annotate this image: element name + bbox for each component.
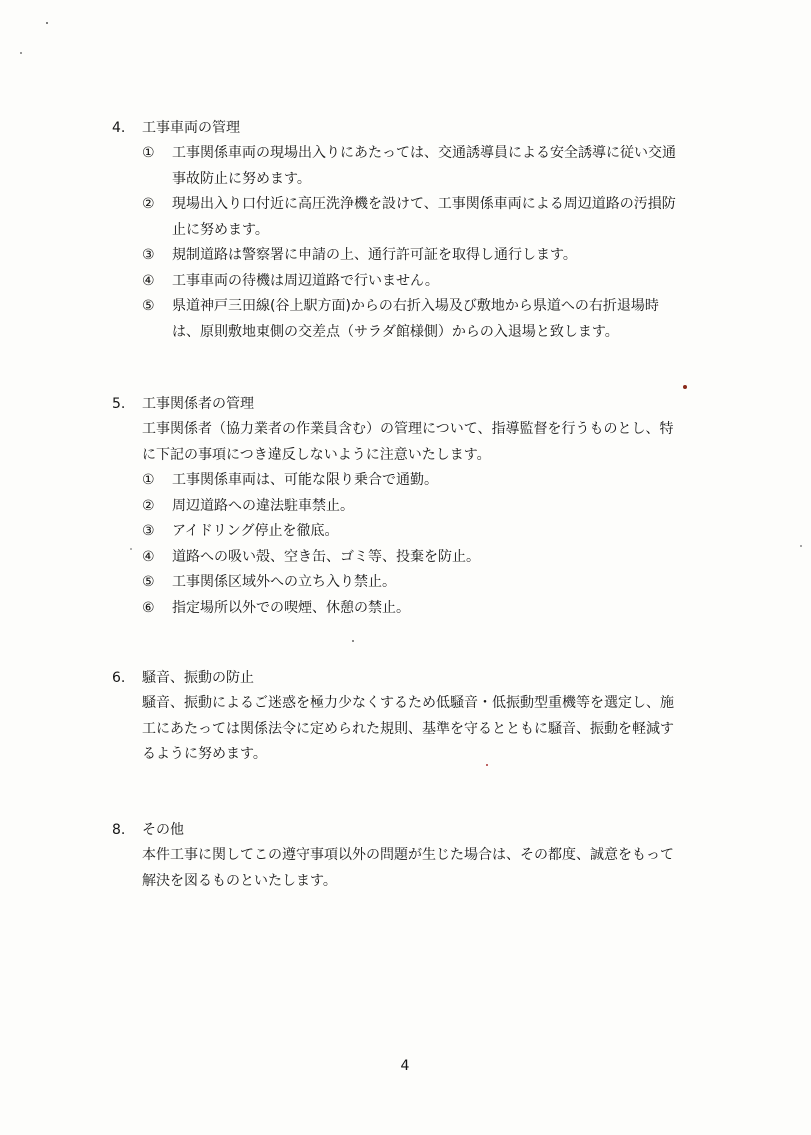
section-heading <box>112 666 682 690</box>
item-mark: ⑥ <box>142 599 155 616</box>
list-item <box>142 294 682 345</box>
list-item <box>142 468 682 494</box>
section-title: 工事関係者の管理 <box>142 396 254 412</box>
section-number: 5. <box>112 396 126 412</box>
item-mark: ③ <box>142 523 155 539</box>
item-mark: ④ <box>142 272 155 289</box>
section-intro: 騒音、振動によるご迷惑を極力少なくするため低騒音・低振動型重機等を選定し、施工にあたっては関係法令に定められた規則、基準を守るとともに騒音、振動を軽減するように努めます。 <box>142 695 674 762</box>
section-title: 工事車両の管理 <box>142 120 240 136</box>
item-mark: ③ <box>142 247 155 263</box>
page-number: 4 <box>400 1058 410 1074</box>
section-intro: 本件工事に関してこの遵守事項以外の問題が生じた場合は、その都度、誠意をもって解決を図るものといたします。 <box>142 847 674 889</box>
section-title: 騒音、振動の防止 <box>142 670 254 686</box>
item-mark: ① <box>142 145 155 161</box>
item-text: 指定場所以外での喫煙、休憩の禁止。 <box>172 599 410 616</box>
section-number: 4. <box>112 120 126 136</box>
list-item <box>142 494 682 520</box>
item-mark: ② <box>142 497 155 514</box>
item-mark: ④ <box>142 548 155 565</box>
item-mark: ⑤ <box>142 298 155 314</box>
list-item <box>142 192 682 243</box>
section-number: 6. <box>112 670 126 686</box>
item-text: 工事関係区域外への立ち入り禁止。 <box>172 574 396 590</box>
list-item <box>142 570 682 596</box>
item-text: 県道神戸三田線(谷上駅方面)からの右折入場及び敷地から県道への右折退場時は、原則敷地東側の交差点（サラダ館様側）からの入退場と致します。 <box>172 298 659 340</box>
item-mark: ① <box>142 472 155 488</box>
item-text: アイドリング停止を徹底。 <box>172 523 339 539</box>
item-text: 道路への吸い殻、空き缶、ゴミ等、投棄を防止。 <box>172 548 480 565</box>
section-intro: 工事関係者（協力業者の作業員含む）の管理について、指導監督を行うものとし、特に下記の事項につき違反しないように注意いたします。 <box>142 421 674 463</box>
list-item <box>142 243 682 269</box>
section-title: その他 <box>142 822 184 838</box>
section-other <box>112 818 682 894</box>
scan-speck <box>20 52 22 54</box>
list-item <box>142 519 682 545</box>
item-text: 工事関係車両は、可能な限り乗合で通勤。 <box>172 472 438 488</box>
list-item <box>142 596 682 622</box>
section-noise-vibration <box>112 666 682 768</box>
item-text: 規制道路は警察署に申請の上、通行許可証を取得し通行します。 <box>172 247 577 263</box>
item-text: 工事車両の待機は周辺道路で行いません。 <box>172 272 439 289</box>
section-worker-management <box>112 392 682 621</box>
section-heading <box>112 818 682 842</box>
scan-speck <box>486 764 488 766</box>
list-item <box>142 269 682 295</box>
item-text: 工事関係車両の現場出入りにあたっては、交通誘導員による安全誘導に従い交通事故防止に努めます。 <box>172 145 676 187</box>
item-mark: ⑤ <box>142 574 155 590</box>
section-heading <box>112 116 682 140</box>
section-heading <box>112 392 682 416</box>
section-vehicle-management <box>112 116 682 345</box>
scan-speck <box>46 22 48 24</box>
item-mark: ② <box>142 196 155 212</box>
scan-speck <box>352 640 354 642</box>
list-item <box>142 141 682 192</box>
scan-speck <box>683 385 687 389</box>
section-number: 8. <box>112 822 126 838</box>
scan-speck <box>800 545 802 547</box>
item-text: 現場出入り口付近に高圧洗浄機を設けて、工事関係車両による周辺道路の汚損防止に努めます。 <box>172 196 676 238</box>
item-text: 周辺道路への違法駐車禁止。 <box>172 497 354 514</box>
list-item <box>142 545 682 571</box>
scan-speck <box>130 548 132 550</box>
